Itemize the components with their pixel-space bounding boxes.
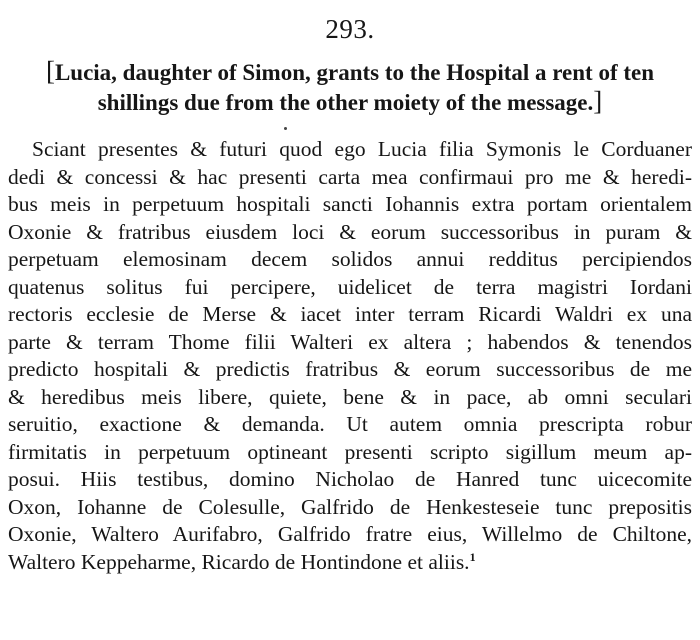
text-line: dedi & concessi & hac presenti carta mea confirmaui pro me & heredi- [8,164,692,189]
heading-text-1: Lucia, daughter of Simon, grants to the Hospital a rent of ten [54,60,655,85]
heading-open-bracket: [ [45,56,55,86]
text-line: Oxonie, Waltero Aurifabro, Galfrido fratre eius, Willelmo de Chiltone, [8,522,692,546]
text-line: seruitio, exactione & demanda. Ut autem omnia prescripta robur [8,412,692,436]
text-line: bus meis in perpetuum hospitali sancti Iohannis extra portam orientalem [8,192,692,216]
footnote-marker[interactable]: 1 [469,549,476,564]
text-line-last-content: Waltero Keppeharme, Ricardo de Hontindone et aliis. [8,549,470,574]
charter-text [8,136,692,576]
text-line: posui. Hiis testibus, domino Nicholao de Hanred tunc uicecomite [8,467,692,491]
text-line: perpetuam elemosinam decem solidos annui redditus percipiendos [8,247,692,271]
text-line: & heredibus meis libere, quiete, bene & in pace, ab omni seculari [8,384,692,409]
heading-text-2: shillings due from the other moiety of the message. [97,90,594,115]
text-line: firmitatis in perpetuum optineant presenti scripto sigillum meum ap- [8,439,692,464]
text-line: predicto hospitali & predictis fratribus & eorum successoribus de me [8,357,692,381]
heading-close-bracket: ] [593,86,603,116]
text-line: parte & terram Thome filii Walteri ex altera ; habendos & tenendos [8,329,692,354]
page-number: 293. [325,14,375,44]
printing-dot [284,127,287,130]
text-line: quatenus solitus fui percipere, uidelicet de terra magistri Iordani [8,274,692,299]
text-line: Oxonie & fratribus eiusdem loci & eorum successoribus in puram & [8,219,692,244]
heading-line-2 [0,87,700,117]
text-line-last [8,549,692,577]
heading-line-1 [0,57,700,87]
text-line: rectoris ecclesie de Merse & iacet inter terram Ricardi Waldri ex una [8,302,692,326]
document-heading [0,57,700,117]
text-line: Sciant presentes & futuri quod ego Lucia filia Symonis le Corduaner [32,137,692,161]
text-line: Oxon, Iohanne de Colesulle, Galfrido de Henkesteseie tunc prepositis [8,494,692,519]
